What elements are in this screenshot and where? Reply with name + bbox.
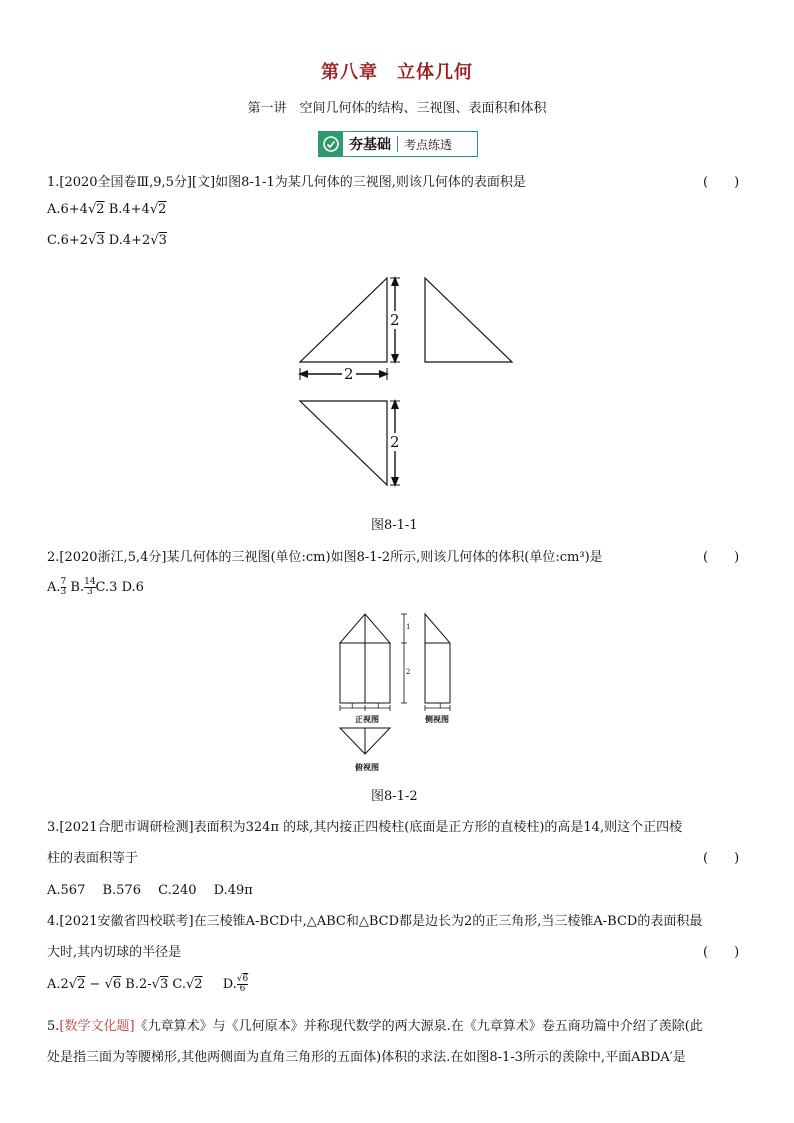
question-2-answer-paren: ( ) [703,550,740,565]
question-1-options-cd: C.6+2√3 D.4+2√3 [47,233,167,248]
fig1-dim-label-width: 2 [344,365,354,383]
question-3-options: A.567 B.576 C.240 D.49π [47,883,253,898]
fig1-dim-label-height: 2 [390,311,400,329]
question-5-tag: [数学文化题] [59,1019,135,1034]
figure-8-1-2 [330,608,470,778]
question-2-options: A. $\frac{7}{3}$ B. $\frac{14}{3}$ C.3 D.6 [47,577,144,597]
question-5-stem-line2: 处是指三面为等腰梯形,其他两侧面为直角三角形的五面体)体积的求法.在如图8-1-3所示的羡除中,平面ABDA′是 [47,1050,686,1065]
figure-8-1-1-caption: 图8-1-1 [371,518,418,533]
fig2-dim-2: 2 [406,668,411,676]
question-1-options-ab: A.6+4√2 B.4+4√2 [47,202,167,217]
question-3-stem-line1: 3.[2021合肥市调研检测]表面积为324π 的球,其内接正四棱柱(底面是正方形的直棱柱)的高是14,则这个正四棱 [47,820,683,835]
fig1-dim-label-top: 2 [390,433,400,451]
chapter-title: 第八章 立体几何 [321,62,473,83]
question-3-stem-line2: 柱的表面积等于 [47,851,139,866]
fig2-dim-1a: 1 [350,702,355,710]
question-1-answer-paren: ( ) [703,175,740,190]
side-view-triangle [425,278,512,362]
question-5-stem-line1: 5.[数学文化题]《九章算术》与《几何原本》并称现代数学的两大源泉.在《九章算术》卷五商功篇中介绍了羡除(此 [47,1019,703,1034]
question-4-stem-line1: 4.[2021安徽省四校联考]在三棱锥A-BCD中,△ABC和△BCD都是边长为2的正三角形,当三棱锥A-BCD的表面积最 [47,914,703,929]
check-icon [319,132,343,156]
top-view-label: 俯视图 [355,762,379,772]
fig2-dim-1c: 1 [406,623,411,631]
lesson-title: 第一讲 空间几何体的结构、三视图、表面积和体积 [247,101,547,116]
question-4-answer-paren: ( ) [703,945,740,960]
badge-main-label: 夯基础 [349,137,391,153]
question-4-stem-line2: 大时,其内切球的半径是 [47,945,182,960]
side-view-label: 侧视图 [425,714,449,724]
question-3-answer-paren: ( ) [703,851,740,866]
fig2-dim-1d: 1 [438,702,443,710]
section-badge [318,131,478,157]
top-view-triangle [300,401,387,485]
question-4-options: A.2√2 − √6 B.2-√3 C.√2 D. $\frac{√6}{6}$ [47,974,249,994]
question-2-stem: 2.[2020浙江,5,4分]某几何体的三视图(单位:cm)如图8-1-2所示,则该几何体的体积(单位:cm³)是 [47,550,603,565]
figure-8-1-2-caption: 图8-1-2 [371,789,418,804]
question-1-stem: 1.[2020全国卷Ⅲ,9,5分][文]如图8-1-1为某几何体的三视图,则该几何体的表面积是 [47,175,526,190]
front-view-label: 正视图 [355,714,379,724]
front-view-triangle [300,278,387,362]
figure-8-1-1 [290,270,530,510]
fig2-dim-1b: 1 [376,702,381,710]
badge-sub-label: 考点练透 [404,137,453,152]
